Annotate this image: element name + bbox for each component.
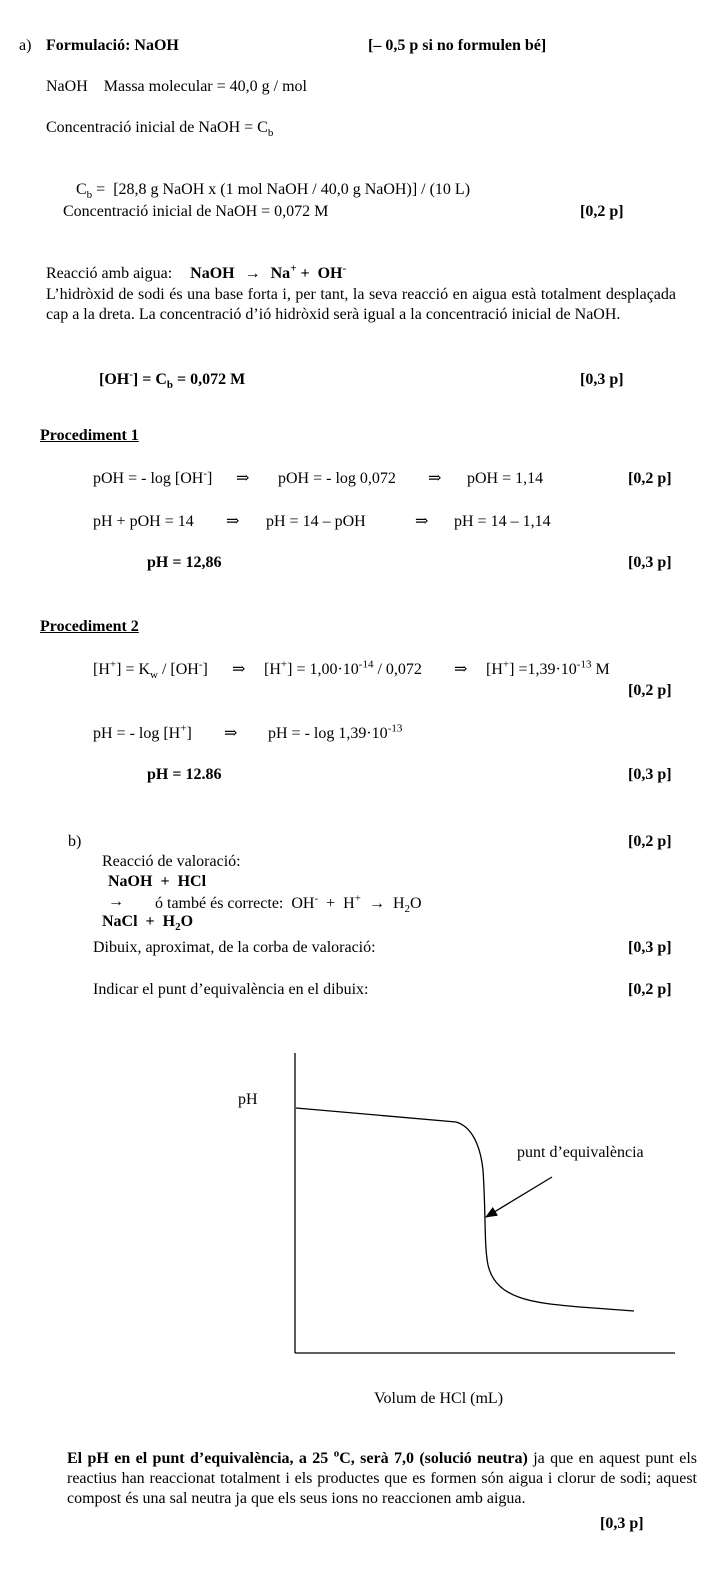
reaction-na: Na [270, 265, 291, 282]
alt-sub: 2 [404, 903, 411, 916]
water-reaction-lhs: NaOH [190, 265, 235, 282]
kw-sub: w [150, 669, 158, 682]
equivalence-annotation: punt d’equivalència [517, 1144, 644, 1161]
reaction-arrow: → [244, 265, 261, 282]
part-a-title: Formulació: NaOH [46, 37, 179, 54]
exp-13-b: -13 [387, 722, 403, 735]
ph-sum: pH + pOH = 14 [93, 513, 194, 530]
reaction-na-charge: + [290, 262, 297, 275]
poh-minus: - [203, 467, 208, 480]
implies-1: ⇒ [236, 470, 250, 487]
poh-part3: pOH = - log 0,072 [278, 470, 396, 487]
h-part3: / [OH [157, 661, 199, 678]
cb-symbol: C [76, 181, 87, 198]
h-plus-2: + [280, 658, 288, 671]
h-plus-4: + [180, 722, 187, 735]
alt-part4: O [410, 895, 422, 912]
reaction-plus: + [300, 265, 310, 282]
equivalence-label: Indicar el punt d’equivalència en el dibuix: [93, 981, 369, 998]
h-part1: [H [93, 661, 110, 678]
oh-minus: - [129, 368, 133, 381]
score-oh: [0,3 p] [580, 371, 624, 388]
degree-symbol: o [333, 1447, 340, 1460]
conclusion-rest: ja que en aquest punt els reactius han reaccionat totalment i els productes que es formen són aigua i clorur de sodi; aquest compost és una sal neutra ja que els seus ions no reaccionen amb aigua. [67, 1450, 698, 1507]
titration-arrow: → [108, 893, 124, 910]
implies-5: ⇒ [232, 661, 246, 678]
cb-sub: b [86, 189, 93, 202]
h-part2: ] = K [116, 661, 151, 678]
ph-formula: pH = 14 – pOH [266, 513, 366, 530]
titration-curve [296, 1108, 634, 1311]
water-reaction-label: Reacció amb aigua: [46, 265, 173, 282]
conclusion-paragraph [67, 1449, 697, 1509]
poh-part4: pOH = 1,14 [467, 470, 544, 487]
h-part7: / 0,072 [373, 661, 422, 678]
exp-13: -13 [576, 658, 592, 671]
graph-x-label: Volum de HCl (mL) [374, 1390, 504, 1407]
molar-mass-line: NaOH Massa molecular = 40,0 g / mol [46, 78, 307, 95]
initial-conc-text: Concentració inicial de NaOH = C [46, 119, 268, 136]
h-plus-1: + [109, 658, 117, 671]
conclusion-bold-1: El pH en el punt d’equivalència, a 25 [67, 1450, 334, 1467]
score-poh: [0,2 p] [628, 470, 672, 487]
initial-conc-result: Concentració inicial de NaOH = 0,072 M [63, 203, 329, 220]
procedure-1-title: Procediment 1 [40, 427, 139, 444]
strong-base-explanation: L’hidròxid de sodi és una base forta i, per tant, la seva reacció en aigua està totalment desplaçada cap a la dreta. La concentració d’ió hidròxid serà igual a la concentració inicial de NaOH. [46, 286, 676, 323]
titration-o: O [180, 913, 194, 930]
h-part10: M [591, 661, 610, 678]
implies-3: ⇒ [226, 513, 240, 530]
implies-2: ⇒ [428, 470, 442, 487]
reaction-oh-charge: - [342, 262, 347, 275]
alt-part3: → H [360, 895, 405, 912]
graph-y-label: pH [238, 1091, 258, 1108]
score-ph-1: [0,3 p] [628, 554, 672, 571]
score-initial-conc: [0,2 p] [580, 203, 624, 220]
ph-log-1: pH = - log [H [93, 725, 181, 742]
ph-log-2: ] [186, 725, 192, 742]
score-draw: [0,3 p] [628, 939, 672, 956]
score-ph-2: [0,3 p] [628, 766, 672, 783]
h-plus-3: + [502, 658, 510, 671]
titration-label: Reacció de valoració: [102, 853, 241, 870]
alt-part2: + H [318, 895, 355, 912]
initial-conc-sub: b [267, 127, 274, 140]
cb-expression: = [28,8 g NaOH x (1 mol NaOH / 40,0 g NaOH)] / (10 L) [92, 181, 471, 198]
score-equiv: [0,2 p] [628, 981, 672, 998]
h-part4: ] [202, 661, 208, 678]
oh-close: ] = C [132, 371, 167, 388]
titration-h2-sub: 2 [175, 921, 181, 934]
oh-value: = 0,072 M [173, 371, 246, 388]
oh-minus-2: - [198, 658, 203, 671]
ph-log-3: pH = - log 1,39·10 [268, 725, 388, 742]
draw-curve-label: Dibuix, aproximat, de la corba de valoració: [93, 939, 376, 956]
score-conclusion: [0,3 p] [600, 1515, 644, 1532]
equivalence-arrow [486, 1177, 552, 1217]
implies-6: ⇒ [454, 661, 468, 678]
score-titration: [0,2 p] [628, 833, 672, 850]
part-b-letter: b) [68, 833, 82, 850]
poh-part1: pOH = - log [OH [93, 470, 204, 487]
exp-14: -14 [358, 658, 374, 671]
alt-plus: + [354, 892, 361, 905]
poh-part2: ] [207, 470, 213, 487]
ph-substitution: pH = 14 – 1,14 [454, 513, 551, 530]
titration-products: NaCl + H [102, 913, 176, 930]
reaction-oh: OH [317, 265, 343, 282]
alt-minus: - [314, 892, 319, 905]
penalty-note: [– 0,5 p si no formulen bé] [368, 37, 547, 54]
part-a-letter: a) [19, 37, 32, 54]
h-part5: [H [264, 661, 281, 678]
score-h: [0,2 p] [628, 682, 672, 699]
h-part9: ] =1,39·10 [509, 661, 577, 678]
titration-reactants: NaOH + HCl [108, 873, 207, 890]
oh-open: [OH [99, 371, 130, 388]
alt-part1: ó també és correcte: OH [155, 895, 315, 912]
conclusion-bold-2: C, serà 7,0 (solució neutra) [339, 1450, 528, 1467]
h-part8: [H [486, 661, 503, 678]
implies-7: ⇒ [224, 725, 238, 742]
implies-4: ⇒ [415, 513, 429, 530]
oh-sub: b [166, 379, 174, 392]
ph-result-1: pH = 12,86 [147, 554, 222, 571]
h-part6: ] = 1,00·10 [287, 661, 359, 678]
procedure-2-title: Procediment 2 [40, 618, 139, 635]
ph-result-2: pH = 12.86 [147, 766, 222, 783]
